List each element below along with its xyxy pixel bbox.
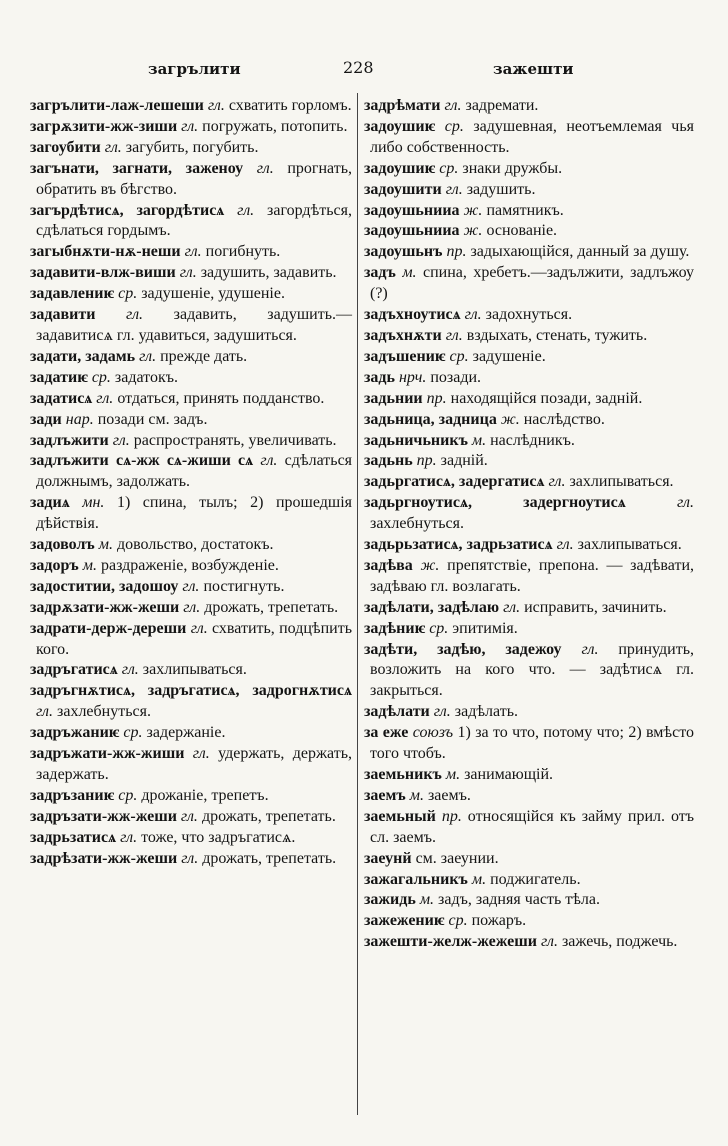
grammar-label: гл. <box>184 243 202 261</box>
definition: отдаться, принять подданство. <box>117 389 325 407</box>
dictionary-entry <box>364 180 694 201</box>
headword: задръзати-жж-жеши <box>30 807 177 825</box>
headword: задьничьникъ <box>364 431 468 449</box>
left-column <box>30 96 352 870</box>
headword: задѣниѥ <box>364 619 426 637</box>
definition: схватить, подцѣпить кого. <box>36 619 353 658</box>
grammar-label: гл. <box>182 577 200 595</box>
grammar-label: ж. <box>500 410 520 428</box>
grammar-label: пр. <box>416 452 437 470</box>
grammar-label: гл. <box>179 264 197 282</box>
headword: задоръ <box>30 556 79 574</box>
grammar-label: гл. <box>444 97 462 114</box>
headword: задьнь <box>364 452 413 470</box>
definition: принудить, возложить на кого что. — задѣтисѧ гл. закрыться. <box>370 640 695 700</box>
headword: загънати, загнати, заженоу <box>30 159 244 177</box>
dictionary-entry <box>30 305 352 347</box>
dictionary-entry <box>364 890 694 911</box>
grammar-label: гл. <box>104 138 122 156</box>
grammar-label: гл. <box>260 452 278 470</box>
definition: спина, хребетъ.—задължити, задлъжоу (?) <box>370 264 695 303</box>
definition: задушить, задавить. <box>200 264 337 282</box>
dictionary-entry <box>30 96 352 117</box>
definition: относящійся къ займу прил. отъ сл. заемъ. <box>370 807 695 846</box>
headword: задъхнѫти <box>364 326 442 344</box>
grammar-label: союзъ <box>412 724 454 742</box>
definition: схватить горломъ. <box>228 97 352 114</box>
dictionary-entry <box>364 389 694 410</box>
grammar-label: ср. <box>118 285 138 303</box>
definition: пожаръ. <box>471 912 527 930</box>
grammar-label: гл. <box>183 598 201 616</box>
headword: задѣлати, задѣлаю <box>364 598 500 616</box>
dictionary-entry <box>364 159 694 180</box>
definition: удержать, держать, задержать. <box>36 745 353 783</box>
definition: задержаніе. <box>146 724 226 742</box>
grammar-label: м. <box>445 766 461 783</box>
grammar-label: м. <box>471 431 487 449</box>
grammar-label: м. <box>471 870 487 888</box>
dictionary-entry <box>30 451 352 493</box>
dictionary-entry <box>30 681 352 723</box>
definition: дрожаніе, трепетъ. <box>141 786 269 804</box>
definition: см. заеунии. <box>415 849 499 867</box>
definition: наслѣдство. <box>523 410 605 428</box>
dictionary-entry <box>364 911 694 932</box>
grammar-label: гл. <box>139 347 157 365</box>
headword: задѣлати <box>364 703 430 721</box>
dictionary-entry <box>364 242 694 263</box>
headword: задавити-влж-виши <box>30 264 176 282</box>
dictionary-entry <box>30 598 352 619</box>
headword: задоститии, задошоу <box>30 577 179 595</box>
definition: захлебнуться. <box>57 703 151 721</box>
headword: зади <box>30 410 62 428</box>
headword: задръжати-жж-жиши <box>30 745 185 763</box>
headword: задьница, задница <box>364 410 497 428</box>
grammar-label: ср. <box>449 347 469 365</box>
headword: задатиѥ <box>30 368 88 386</box>
grammar-label: ж. <box>420 556 440 574</box>
definition: препятствіе, препона. — задѣвати, задѣваю гл. возлагать. <box>370 556 695 595</box>
headword: задѣва <box>364 556 413 574</box>
definition: довольство, достатокъ. <box>116 536 274 554</box>
headword: задрати-держ-дереши <box>30 619 187 637</box>
definition: задохнуться. <box>485 306 573 324</box>
dictionary-entry <box>30 828 352 849</box>
grammar-label: гл. <box>237 201 255 219</box>
dictionary-entry <box>30 535 352 556</box>
dictionary-entry <box>364 932 694 953</box>
definition: задремати. <box>465 97 539 114</box>
dictionary-entry <box>364 702 694 723</box>
grammar-label: пр. <box>441 807 462 825</box>
definition: прежде дать. <box>160 347 248 365</box>
headword: задати, задамь <box>30 347 136 365</box>
dictionary-entry <box>30 284 352 305</box>
dictionary-entry <box>30 117 352 138</box>
dictionary-entry <box>364 451 694 472</box>
headword: задѣти, задѣю, задежоу <box>364 640 562 658</box>
dictionary-entry <box>30 807 352 828</box>
headword: задоушити <box>364 180 442 198</box>
definition: дрожать, трепетать. <box>201 807 336 825</box>
grammar-label: гл. <box>256 159 274 177</box>
grammar-label: м. <box>98 536 113 554</box>
dictionary-entry <box>30 410 352 431</box>
definition: задыхающійся, данный за душу. <box>470 243 690 261</box>
headword: задрѣмати <box>364 97 441 114</box>
grammar-label: м. <box>402 264 417 282</box>
grammar-label: гл. <box>36 703 54 721</box>
definition: погибнуть. <box>205 243 281 261</box>
dictionary-entry <box>30 577 352 598</box>
definition: памятникъ. <box>486 201 564 219</box>
dictionary-entry <box>364 410 694 431</box>
grammar-label: м. <box>82 556 97 574</box>
definition: поджигатель. <box>490 870 581 888</box>
definition: задатокъ. <box>114 368 178 386</box>
definition: задушеніе. <box>472 347 546 365</box>
headword: задръжаниѥ <box>30 724 120 742</box>
headword: задъ <box>364 264 396 282</box>
dictionary-entry <box>364 786 694 807</box>
headword: задатисѧ <box>30 389 93 407</box>
definition: задній. <box>440 452 488 470</box>
grammar-label: гл. <box>120 828 138 846</box>
headword: загыбнѫти-нѫ-неши <box>30 243 181 261</box>
headword: задоушиѥ <box>364 159 436 177</box>
dictionary-entry <box>30 201 352 243</box>
dictionary-entry <box>30 619 352 661</box>
headword: задрьзатисѧ <box>30 828 117 846</box>
definition: задушевная, неотъемлемая чья либо собственность. <box>370 117 695 156</box>
dictionary-entry <box>364 723 694 765</box>
definition: дрожать, трепетать. <box>204 598 339 616</box>
dictionary-entry <box>364 598 694 619</box>
headword: задьнии <box>364 389 423 407</box>
headword: зажешти-желж-жежеши <box>364 933 537 951</box>
dictionary-entry <box>30 723 352 744</box>
definition: прогнать, обратить въ бѣгство. <box>36 159 353 198</box>
grammar-label: м. <box>409 786 424 804</box>
grammar-label: нрч. <box>398 368 427 386</box>
dictionary-entry <box>30 263 352 284</box>
grammar-label: пр. <box>426 389 447 407</box>
headword: задьргатисѧ, задергатисѧ <box>364 473 545 491</box>
dictionary-entry <box>364 640 694 703</box>
definition: задушеніе, удушеніе. <box>141 285 285 303</box>
dictionary-entry <box>30 368 352 389</box>
dictionary-entry <box>364 849 694 870</box>
headword: зажагальникъ <box>364 870 468 888</box>
grammar-label: ср. <box>123 724 143 742</box>
grammar-label: гл. <box>548 473 566 491</box>
grammar-label: гл. <box>464 306 482 324</box>
definition: находящійся позади, задній. <box>450 389 643 407</box>
grammar-label: гл. <box>207 97 225 114</box>
dictionary-entry <box>364 619 694 640</box>
column-divider <box>357 93 358 1115</box>
running-header-left: загрълити <box>148 60 241 78</box>
definition: позади. <box>430 368 482 386</box>
dictionary-entry <box>364 263 694 305</box>
dictionary-entry <box>364 221 694 242</box>
grammar-label: ср. <box>439 159 459 177</box>
dictionary-entry <box>30 660 352 681</box>
dictionary-entry <box>364 117 694 159</box>
dictionary-entry <box>30 159 352 201</box>
headword: задлъжити сѧ-жж сѧ-жиши сѧ <box>30 452 254 470</box>
grammar-label: ср. <box>91 368 111 386</box>
headword: загрълити-лаж-лешеши <box>30 97 204 114</box>
grammar-label: гл. <box>556 536 574 554</box>
headword: задръгатисѧ <box>30 661 118 679</box>
grammar-label: гл. <box>190 619 208 637</box>
definition: захлипываться. <box>569 473 674 491</box>
headword: заемьный <box>364 807 436 825</box>
definition: загордѣться, сдѣлаться гордымъ. <box>36 201 352 240</box>
grammar-label: мн. <box>82 494 105 512</box>
grammar-label: гл. <box>112 431 130 449</box>
definition: тоже, что задръгатисѧ. <box>141 828 296 846</box>
headword: задь <box>364 368 395 386</box>
headword: загърдѣтисѧ, загордѣтисѧ <box>30 201 225 219</box>
grammar-label: гл. <box>445 180 463 198</box>
headword: зажидь <box>364 891 416 909</box>
headword: задоушьнииа <box>364 222 460 240</box>
headword: задъшениѥ <box>364 347 446 365</box>
dictionary-entry <box>364 201 694 222</box>
dictionary-entry <box>30 849 352 870</box>
definition: дрожать, трепетать. <box>202 849 337 867</box>
definition: знаки дружбы. <box>462 159 563 177</box>
definition: захлипываться. <box>577 536 682 554</box>
definition: задавить, задушить.— задавитисѧ гл. удавиться, задушиться. <box>36 306 353 344</box>
dictionary-entry <box>30 431 352 452</box>
headword: заемьникъ <box>364 766 442 783</box>
dictionary-entry <box>364 347 694 368</box>
dictionary-entry <box>364 556 694 598</box>
grammar-label: гл. <box>540 933 558 951</box>
headword: задрѣзати-жж-жеши <box>30 849 178 867</box>
headword: задоушьнииа <box>364 201 460 219</box>
grammar-label: гл. <box>503 598 521 616</box>
definition: захлебнуться. <box>370 515 464 533</box>
definition: распространять, увеличивать. <box>133 431 337 449</box>
definition: 1) спина, тылъ; 2) прошедшія дѣйствія. <box>36 494 353 533</box>
grammar-label: гл. <box>445 326 463 344</box>
definition: эпитимія. <box>452 619 518 637</box>
definition: основаніе. <box>486 222 558 240</box>
headword: задавити <box>30 306 96 324</box>
headword: задоволъ <box>30 536 95 554</box>
headword: задьрьзатисѧ, задрьзатисѧ <box>364 536 553 554</box>
definition: задѣлать. <box>454 703 518 721</box>
dictionary-entry <box>364 535 694 556</box>
grammar-label: ср. <box>429 619 449 637</box>
headword: задиѧ <box>30 494 70 512</box>
dictionary-entry <box>30 556 352 577</box>
dictionary-entry <box>364 870 694 891</box>
headword: заеунй <box>364 849 412 867</box>
headword: задлъжити <box>30 431 109 449</box>
dictionary-entry <box>364 765 694 786</box>
dictionary-entry <box>364 326 694 347</box>
definition: 1) за то что, потому что; 2) вмѣсто того чтобъ. <box>370 724 694 763</box>
headword: задоушьнъ <box>364 243 443 261</box>
page-number: 228 <box>343 58 374 77</box>
grammar-label: м. <box>419 891 435 909</box>
dictionary-entry <box>364 807 694 849</box>
grammar-label: гл. <box>180 807 198 825</box>
dictionary-entry <box>30 786 352 807</box>
grammar-label: ж. <box>463 222 483 240</box>
headword: задавлениѥ <box>30 285 115 303</box>
grammar-label: гл. <box>181 117 199 135</box>
dictionary-entry <box>30 493 352 535</box>
grammar-label: гл. <box>126 306 144 324</box>
definition: раздраженіе, возбужденіе. <box>100 556 279 574</box>
dictionary-entry <box>30 347 352 368</box>
definition: исправить, зачинить. <box>524 598 667 616</box>
grammar-label: гл. <box>181 849 199 867</box>
right-column <box>364 96 694 953</box>
grammar-label: гл. <box>676 494 694 512</box>
headword: заемъ <box>364 786 406 804</box>
definition: постигнуть. <box>203 577 285 595</box>
headword: загрѫзити-жж-зиши <box>30 117 178 135</box>
dictionary-entry <box>364 472 694 493</box>
grammar-label: гл. <box>581 640 599 658</box>
definition: вздыхать, стенать, тужить. <box>466 326 648 344</box>
definition: заемъ. <box>427 786 471 804</box>
headword: задрѫзати-жж-жеши <box>30 598 180 616</box>
dictionary-entry <box>364 493 694 535</box>
headword: за еже <box>364 724 409 742</box>
grammar-label: ж. <box>463 201 483 219</box>
headword: задоушиѥ <box>364 117 436 135</box>
grammar-label: пр. <box>446 243 467 261</box>
dictionary-entry <box>364 305 694 326</box>
grammar-label: гл. <box>121 661 139 679</box>
running-header-right: зажешти <box>493 60 574 78</box>
definition: захлипываться. <box>142 661 247 679</box>
grammar-label: гл. <box>96 389 114 407</box>
grammar-label: гл. <box>433 703 451 721</box>
definition: погружать, потопить. <box>202 117 348 135</box>
dictionary-entry <box>30 242 352 263</box>
headword: загоубити <box>30 138 101 156</box>
dictionary-entry <box>364 96 694 117</box>
headword: задъхноутисѧ <box>364 306 461 324</box>
grammar-label: гл. <box>192 745 210 763</box>
definition: задушить. <box>466 180 536 198</box>
definition: наслѣдникъ. <box>490 431 575 449</box>
headword: задьргноутисѧ, задергноутисѧ <box>364 494 626 512</box>
dictionary-entry <box>30 138 352 159</box>
headword: зажежениѥ <box>364 912 445 930</box>
definition: занимающій. <box>464 766 554 783</box>
headword: задръгнѫтисѧ, задръгатисѧ, задрогнѫтисѧ <box>30 682 352 700</box>
grammar-label: нар. <box>65 410 94 428</box>
definition: зажечь, поджечь. <box>561 933 678 951</box>
grammar-label: ср. <box>118 786 138 804</box>
definition: позади см. задъ. <box>97 410 208 428</box>
definition: загубить, погубить. <box>125 138 259 156</box>
dictionary-entry <box>364 431 694 452</box>
dictionary-entry <box>30 389 352 410</box>
grammar-label: ср. <box>448 912 468 930</box>
definition: сдѣлаться должнымъ, задолжать. <box>36 452 353 491</box>
definition: задъ, задняя часть тѣла. <box>438 891 601 909</box>
dictionary-entry <box>30 744 352 786</box>
headword: задръзаниѥ <box>30 786 115 804</box>
grammar-label: ср. <box>444 117 464 135</box>
dictionary-entry <box>364 368 694 389</box>
